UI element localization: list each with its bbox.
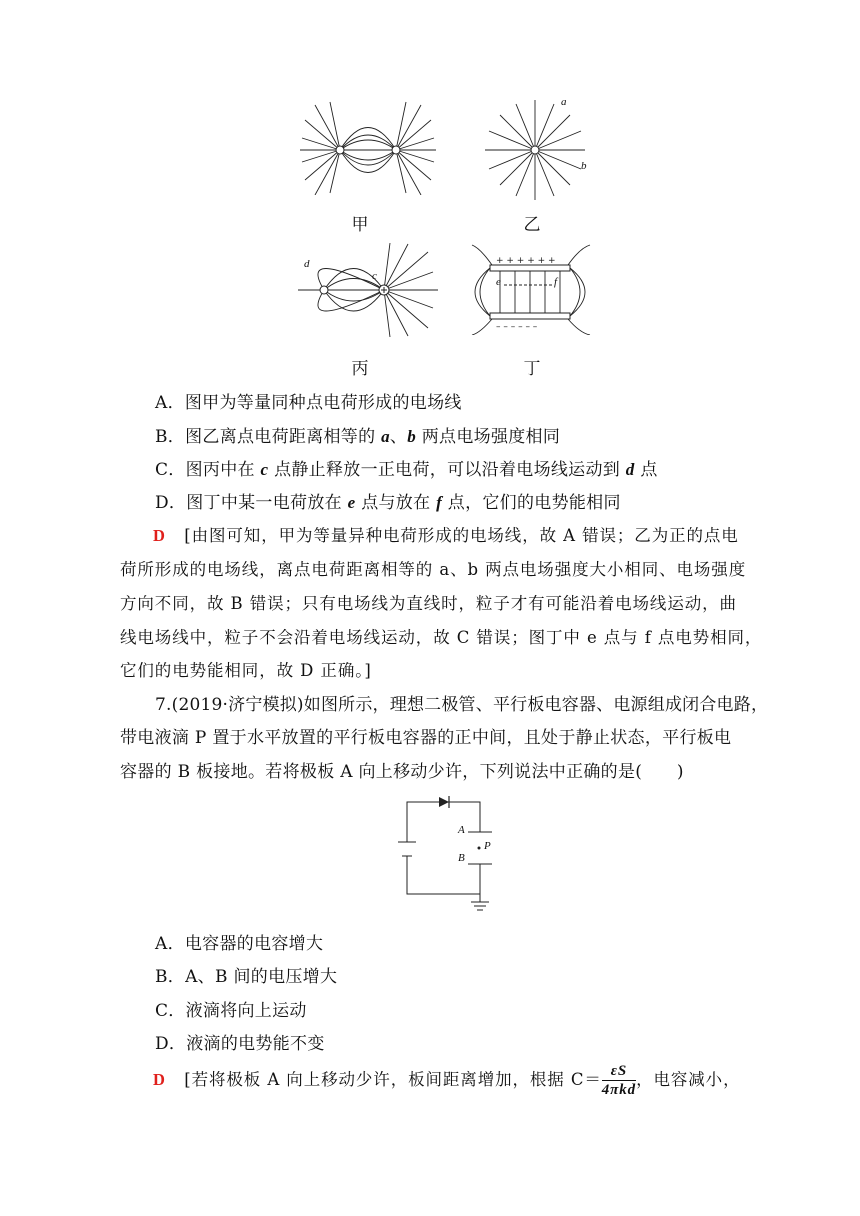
q6-explanation-line3: 方向不同，故 B 错误；只有电场线为直线时，粒子才有可能沿着电场线运动，曲 — [120, 594, 737, 613]
circuit-diagram — [395, 792, 505, 914]
q6-option-d-text3: 点，它们的电势能相同 — [442, 493, 621, 513]
q6-option-d-e: e — [347, 493, 356, 512]
figure-ding-caption: 丁 — [523, 359, 541, 379]
q6-option-c-text1: C．图丙中在 — [155, 460, 261, 480]
circuit-svg — [395, 792, 505, 914]
q6-option-c-text3: 点 — [634, 460, 658, 480]
q6-option-a: A．图甲为等量同种点电荷形成的电场线 — [155, 393, 462, 413]
field-lines-jia — [300, 100, 436, 195]
q7-option-b: B．A、B 间的电压增大 — [155, 967, 338, 987]
q7-explanation-line1 — [153, 1062, 740, 1099]
circuit-label-b: B — [458, 852, 465, 864]
label-e: e — [496, 276, 501, 288]
q6-option-b — [155, 422, 560, 447]
q6-explanation-line1 — [153, 522, 739, 546]
q6-explanation-line2: 荷所形成的电场线，离点电荷距离相等的 a、b 两点电场强度大小相同、电场强度 — [120, 560, 747, 579]
q7-stem-line1: 7.(2019·济宁模拟)如图所示，理想二极管、平行板电容器、电源组成闭合电路， — [155, 695, 769, 715]
q7-stem-line2: 带电液滴 P 置于水平放置的平行板电容器的正中间，且处于静止状态，平行板电 — [120, 728, 732, 748]
formula-numerator: εS — [602, 1062, 636, 1081]
figure-bing — [298, 242, 438, 337]
label-f: f — [554, 276, 558, 288]
q6-option-b-b: b — [407, 427, 417, 446]
q7-option-c: C．液滴将向上运动 — [155, 1001, 307, 1021]
q6-option-b-a: a — [381, 427, 390, 446]
label-a: a — [561, 96, 567, 108]
figure-yi — [485, 98, 590, 203]
parallel-plates-ding — [470, 243, 592, 335]
circuit-label-a: A — [458, 824, 465, 836]
q6-explanation-line4: 线电场线中，粒子不会沿着电场线运动，故 C 错误；图丁中 e 点与 f 点电势相同， — [120, 628, 763, 647]
field-lines-yi — [485, 98, 590, 203]
figure-bing-caption: 丙 — [351, 359, 369, 379]
q6-option-b-text2: 两点电场强度相同 — [416, 427, 561, 447]
q7-answer: D — [153, 1070, 166, 1089]
label-c: c — [372, 270, 377, 282]
figure-yi-caption: 乙 — [523, 215, 541, 235]
q6-option-c-c: c — [260, 460, 269, 479]
q6-option-d-f: f — [436, 493, 443, 512]
svg-text:+ + + + + +: + + + + + + — [496, 256, 556, 266]
label-b: b — [581, 160, 587, 172]
q7-option-a: A．电容器的电容增大 — [155, 934, 324, 954]
figure-ding — [470, 243, 592, 335]
q7-option-d: D．液滴的电势能不变 — [155, 1034, 325, 1054]
q7-explanation-text2: ，电容减小， — [636, 1070, 741, 1089]
q7-explanation-text1: [若将极板 A 向上移动少许，板间距离增加，根据 C＝ — [184, 1070, 602, 1089]
figure-jia — [300, 100, 436, 195]
q6-option-d-text2: 点与放在 — [355, 493, 437, 513]
q6-option-d — [155, 488, 621, 513]
q6-option-c-d: d — [625, 460, 635, 479]
capacitance-formula — [602, 1062, 636, 1099]
q6-option-c — [155, 455, 658, 480]
q6-option-c-text2: 点静止释放一正电荷，可以沿着电场线运动到 — [268, 460, 626, 480]
q6-explanation-text1: [由图可知，甲为等量异种电荷形成的电场线，故 A 错误；乙为正的点电 — [184, 526, 739, 545]
formula-denominator: 4πkd — [601, 1082, 637, 1098]
q6-option-d-text1: D．图丁中某一电荷放在 — [155, 493, 348, 513]
label-d: d — [304, 258, 310, 270]
q6-option-b-sep: 、 — [389, 427, 408, 447]
q6-explanation-line5: 它们的电势能相同，故 D 正确。] — [120, 661, 372, 680]
q7-stem-line3: 容器的 B 板接地。若将极板 A 向上移动少许，下列说法中正确的是( ) — [120, 762, 684, 782]
field-lines-bing — [298, 242, 438, 337]
figure-jia-caption: 甲 — [351, 215, 369, 235]
q6-answer: D — [153, 526, 166, 545]
q6-option-b-text1: B．图乙离点电荷距离相等的 — [155, 427, 382, 447]
circuit-label-p: P — [484, 840, 491, 852]
svg-text:– – – – – –: – – – – – – — [496, 322, 538, 332]
